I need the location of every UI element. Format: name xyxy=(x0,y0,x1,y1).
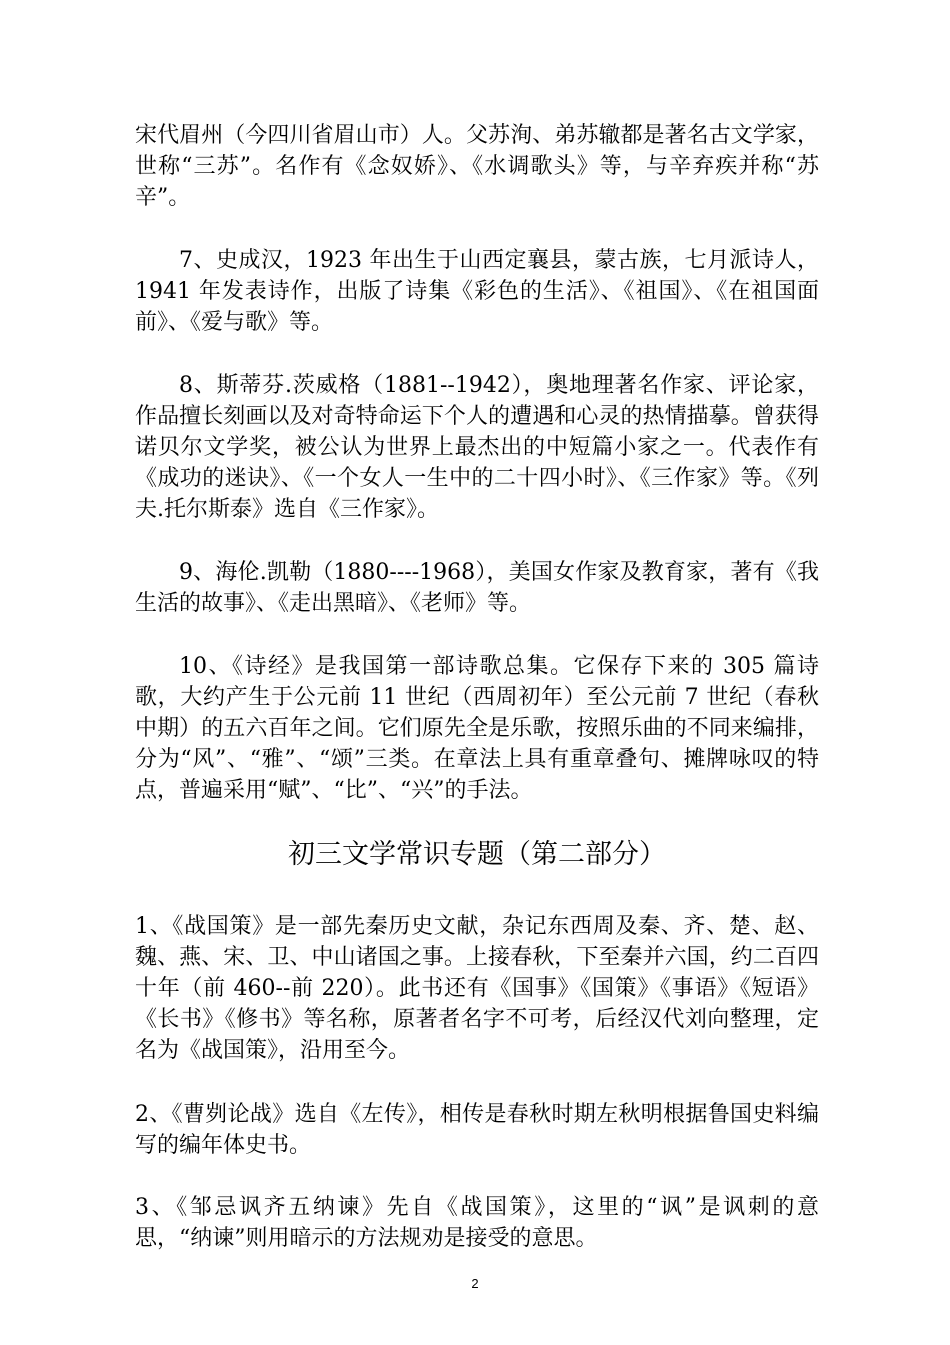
paragraph-8: 8、斯蒂芬.茨威格（1881--1942），奥地理著名作家、评论家，作品擅长刻画以及对奇特命运下个人的遭遇和心灵的热情描摹。曾获得诺贝尔文学奖，被公认为世界上最杰出的中短篇小家之一。代表作有《成功的迷诀》、《一个女人一生中的二十四小时》、《三作家》等。《列夫.托尔斯泰》选自《三作家》。 xyxy=(135,373,819,522)
page-number: 2 xyxy=(471,1276,479,1291)
paragraph-7: 7、史成汉，1923 年出生于山西定襄县，蒙古族，七月派诗人，1941 年发表诗作，出版了诗集《彩色的生活》、《祖国》、《在祖国面前》、《爱与歌》等。 xyxy=(135,248,819,335)
paragraph-9: 9、海伦.凯勒（1880----1968），美国女作家及教育家，著有《我生活的故事》、《走出黑暗》、《老师》等。 xyxy=(135,560,819,616)
paragraph-part2-2: 2、《曹刿论战》选自《左传》，相传是春秋时期左秋明根据鲁国史料编写的编年体史书。 xyxy=(135,1102,819,1158)
section-title: 初三文学常识专题（第二部分） xyxy=(288,839,666,870)
paragraph-10: 10、《诗经》是我国第一部诗歌总集。它保存下来的 305 篇诗歌，大约产生于公元前 11 世纪（西周初年）至公元前 7 世纪（春秋中期）的五六百年之间。它们原先全是乐歌，按照乐曲的不同来编排，分为“风”、“雅”、“颂”三类。在章法上具有重章叠句、摊牌咏叹的特点，普遍采用“赋”、“比”、“兴”的手法。 xyxy=(135,654,819,803)
paragraph-su-shi: 宋代眉州（今四川省眉山市）人。父苏洵、弟苏辙都是著名古文学家，世称“三苏”。名作有《念奴娇》、《水调歌头》等，与辛弃疾并称“苏辛”。 xyxy=(135,123,819,210)
paragraph-part2-3: 3、《邹忌讽齐五纳谏》先自《战国策》，这里的“讽”是讽刺的意思，“纳谏”则用暗示的方法规劝是接受的意思。 xyxy=(135,1195,819,1251)
paragraph-part2-1: 1、《战国策》是一部先秦历史文献，杂记东西周及秦、齐、楚、赵、魏、燕、宋、卫、中山诸国之事。上接春秋，下至秦并六国，约二百四十年（前 460--前 220）。此书还有《国事》《国策》《事语》《短语》《长书》《修书》等名称，原著者名字不可考，后经汉代刘向整理，定名为《战国策》，沿用至今。 xyxy=(135,914,819,1063)
